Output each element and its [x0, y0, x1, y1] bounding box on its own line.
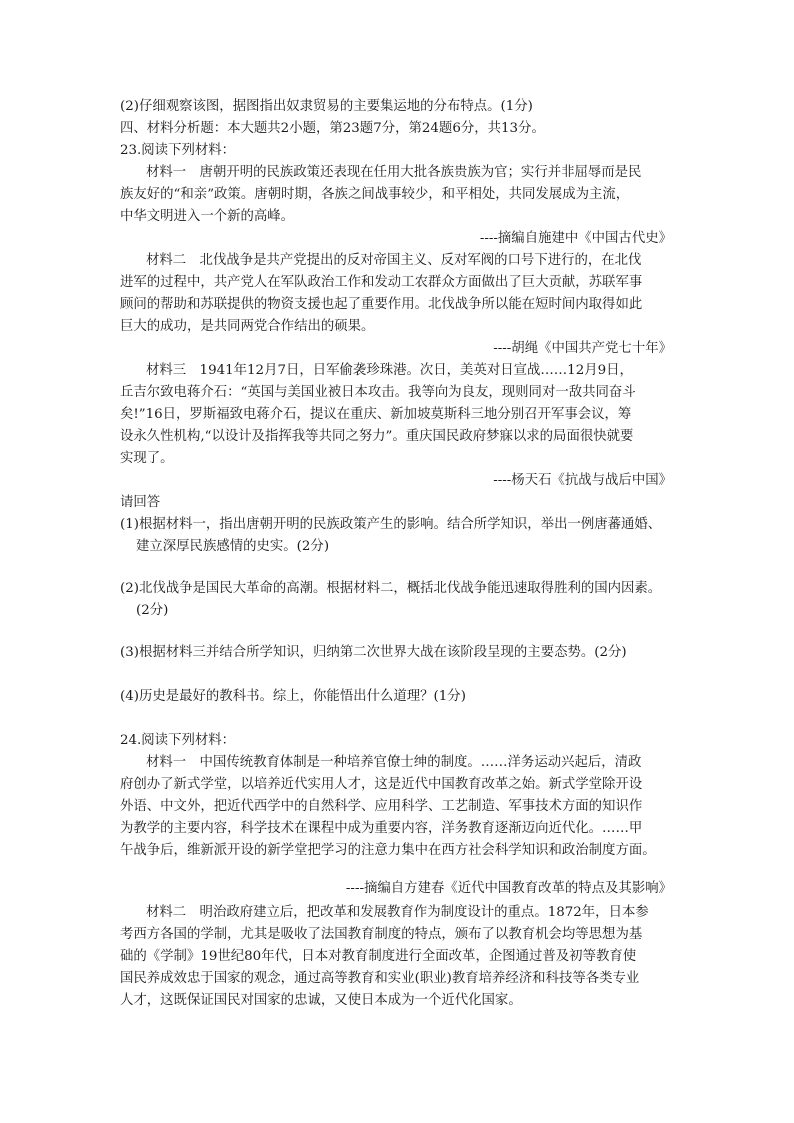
- q24-material-1-line-3: 外语、中文外，把近代西学中的自然科学、应用科学、工艺制造、军事技术方面的知识作: [120, 799, 643, 814]
- question-23-1-line-2: 建立深厚民族感情的史实。(2分): [136, 539, 330, 554]
- material-2-source: ----胡绳《中国共产党七十年》: [493, 341, 672, 356]
- question-23-2-line-2: (2分): [136, 603, 169, 618]
- material-3-line-4: 设永久性机构,“以设计及指挥我等共同之努力”。重庆国民政府梦寐以求的局面很快就要: [120, 429, 634, 444]
- q24-material-1-source: ----摘编自方建春《近代中国教育改革的特点及其影响》: [345, 881, 672, 896]
- question-22-2: (2)仔细观察该图，据图指出奴隶贸易的主要集运地的分布特点。(1分): [120, 99, 533, 114]
- material-3-line-2: 丘吉尔致电蒋介石：“英国与美国业被日本攻击。我等向为良友，现则同对一敌共同奋斗: [120, 385, 636, 400]
- question-23-3: (3)根据材料三并结合所学知识，归纳第二次世界大战在该阶段呈现的主要态势。(2分): [120, 645, 627, 660]
- material-3-source: ----杨天石《抗战与战后中国》: [493, 473, 672, 488]
- q24-material-2-line-3: 础的《学制》19世纪80年代，日本对教育制度进行全面改革，企图通过普及初等教育使: [120, 949, 637, 964]
- section-four-heading: 四、材料分析题：本大题共2小题，第23题7分，第24题6分，共13分。: [120, 121, 545, 136]
- question-23-4: (4)历史是最好的教科书。综上，你能悟出什么道理？(1分): [120, 689, 466, 704]
- question-23-1-line-1: (1)根据材料一，指出唐朝开明的民族政策产生的影响。结合所学知识，举出一例唐蕃通婚、: [120, 517, 662, 532]
- material-1-line-2: 族友好的“和亲”政策。唐朝时期，各族之间战事较少，和平相处，共同发展成为主流，: [120, 187, 630, 202]
- material-2-line-3: 顾问的帮助和苏联提供的物资支援也起了重要作用。北伐战争所以能在短时间内取得如此: [120, 297, 643, 312]
- q24-material-1-line-1: 材料一 中国传统教育体制是一种培养官僚士绅的制度。……洋务运动兴起后，清政: [146, 755, 642, 770]
- q24-material-2-line-5: 人才，这既保证国民对国家的忠诚，又使日本成为一个近代化国家。: [120, 993, 522, 1008]
- material-1-line-3: 中华文明进入一个新的高峰。: [120, 209, 295, 224]
- q24-material-1-line-2: 府创办了新式学堂，以培养近代实用人才，这是近代中国教育改革之始。新式学堂除开设: [120, 777, 643, 792]
- material-2-line-4: 巨大的成功，是共同两党合作结出的硕果。: [120, 319, 375, 334]
- material-1-source: ----摘编自施建中《中国古代史》: [479, 231, 672, 246]
- q24-material-2-line-4: 国民养成效忠于国家的观念，通过高等教育和实业(职业)教育培养经济和科技等各类专业: [120, 971, 640, 986]
- question-23-2-line-1: (2)北伐战争是国民大革命的高潮。根据材料二，概括北伐战争能迅速取得胜利的国内因素。: [120, 581, 662, 596]
- material-1-line-1: 材料一 唐朝开明的民族政策还表现在任用大批各族贵族为官；实行并非屈辱而是民: [146, 165, 642, 180]
- q24-material-1-line-4: 为教学的主要内容，科学技术在课程中成为重要内容，洋务教育逐渐迈向近代化。……甲: [120, 821, 643, 836]
- q24-material-1-line-5: 午战争后，维新派开设的新学堂把学习的注意力集中在西方社会科学知识和政治制度方面。: [120, 843, 656, 858]
- material-3-line-1: 材料三 1941年12月7日，日军偷袭珍珠港。次日，美英对日宣战……12月9日，: [146, 363, 633, 378]
- q24-material-2-line-1: 材料二 明治政府建立后，把改革和发展教育作为制度设计的重点。1872年，日本参: [146, 905, 649, 920]
- please-answer-label: 请回答: [120, 495, 161, 510]
- material-3-line-3: 矣!”16日，罗斯福致电蒋介石，提议在重庆、新加坡莫斯科三地分别召开军事会议，筹: [120, 407, 632, 422]
- question-24-heading: 24.阅读下列材料：: [120, 733, 236, 748]
- q24-material-2-line-2: 考西方各国的学制，尤其是吸收了法国教育制度的特点，颁布了以教育机会均等思想为基: [120, 927, 643, 942]
- material-2-line-1: 材料二 北伐战争是共产党提出的反对帝国主义、反对军阀的口号下进行的，在北伐: [146, 253, 642, 268]
- question-23-heading: 23.阅读下列材料：: [120, 143, 236, 158]
- material-2-line-2: 进军的过程中，共产党人在军队政治工作和发动工农群众方面做出了巨大贡献，苏联军事: [120, 275, 643, 290]
- material-3-line-5: 实现了。: [120, 451, 174, 466]
